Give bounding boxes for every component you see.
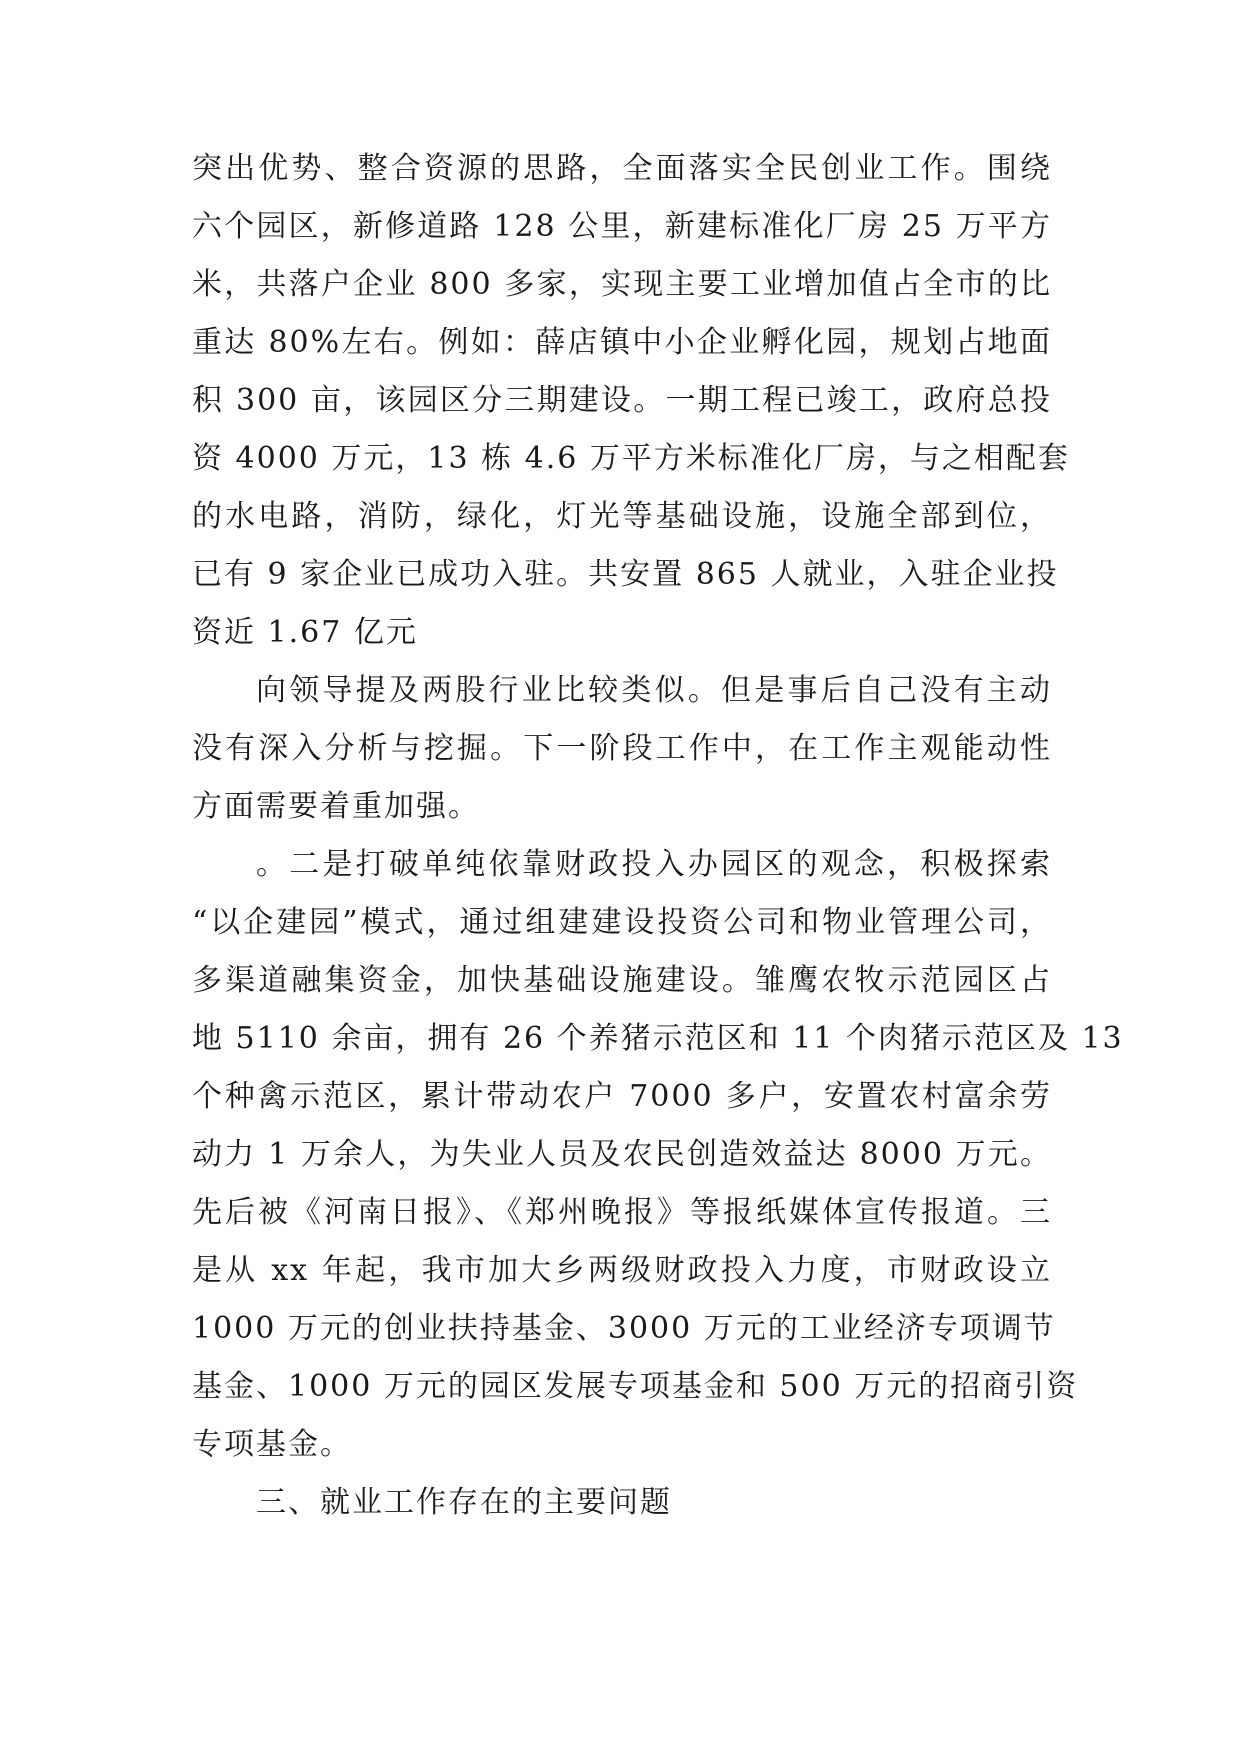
text-line: 动力 1 万余人，为失业人员及农民创造效益达 8000 万元。 <box>192 1137 1052 1172</box>
paragraph-start-line: 。二是打破单纯依靠财政投入办园区的观念，积极探索 <box>256 847 1052 882</box>
text-line: 突出优势、整合资源的思路，全面落实全民创业工作。围绕 <box>192 151 1052 186</box>
text-line: 基金、1000 万元的园区发展专项基金和 500 万元的招商引资 <box>192 1369 1079 1404</box>
text-line: 资近 1.67 亿元 <box>192 615 418 650</box>
text-line: 重达 80%左右。例如：薛店镇中小企业孵化园，规划占地面 <box>192 325 1052 360</box>
text-line: 米，共落户企业 800 多家，实现主要工业增加值占全市的比 <box>192 267 1052 302</box>
text-line: 地 5110 余亩，拥有 26 个养猪示范区和 11 个肉猪示范区及 13 <box>192 1021 1124 1056</box>
text-line: 个种禽示范区，累计带动农户 7000 多户，安置农村富余劳 <box>192 1079 1052 1114</box>
text-line: 资 4000 万元，13 栋 4.6 万平方米标准化厂房，与之相配套 <box>192 441 1070 476</box>
text-line: 专项基金。 <box>192 1427 352 1462</box>
section-heading: 三、就业工作存在的主要问题 <box>256 1485 672 1520</box>
text-line: 的水电路，消防，绿化，灯光等基础设施，设施全部到位， <box>192 499 1052 534</box>
text-line: 先后被《河南日报》、《郑州晚报》等报纸媒体宣传报道。三 <box>192 1195 1052 1230</box>
text-line: 六个园区，新修道路 128 公里，新建标准化厂房 25 万平方 <box>192 209 1052 244</box>
paragraph-start-line: 向领导提及两股行业比较类似。但是事后自己没有主动 <box>256 673 1052 708</box>
text-line: 多渠道融集资金，加快基础设施建设。雏鹰农牧示范园区占 <box>192 963 1052 998</box>
text-line: 方面需要着重加强。 <box>192 789 480 824</box>
text-line: 已有 9 家企业已成功入驻。共安置 865 人就业，入驻企业投 <box>192 557 1059 592</box>
text-line: 1000 万元的创业扶持基金、3000 万元的工业经济专项调节 <box>192 1311 1056 1346</box>
text-line: “以企建园”模式，通过组建建设投资公司和物业管理公司， <box>192 905 1052 940</box>
text-line: 是从 xx 年起，我市加大乡两级财政投入力度，市财政设立 <box>192 1253 1052 1288</box>
text-line: 没有深入分析与挖掘。下一阶段工作中，在工作主观能动性 <box>192 731 1052 766</box>
text-line: 积 300 亩，该园区分三期建设。一期工程已竣工，政府总投 <box>192 383 1052 418</box>
